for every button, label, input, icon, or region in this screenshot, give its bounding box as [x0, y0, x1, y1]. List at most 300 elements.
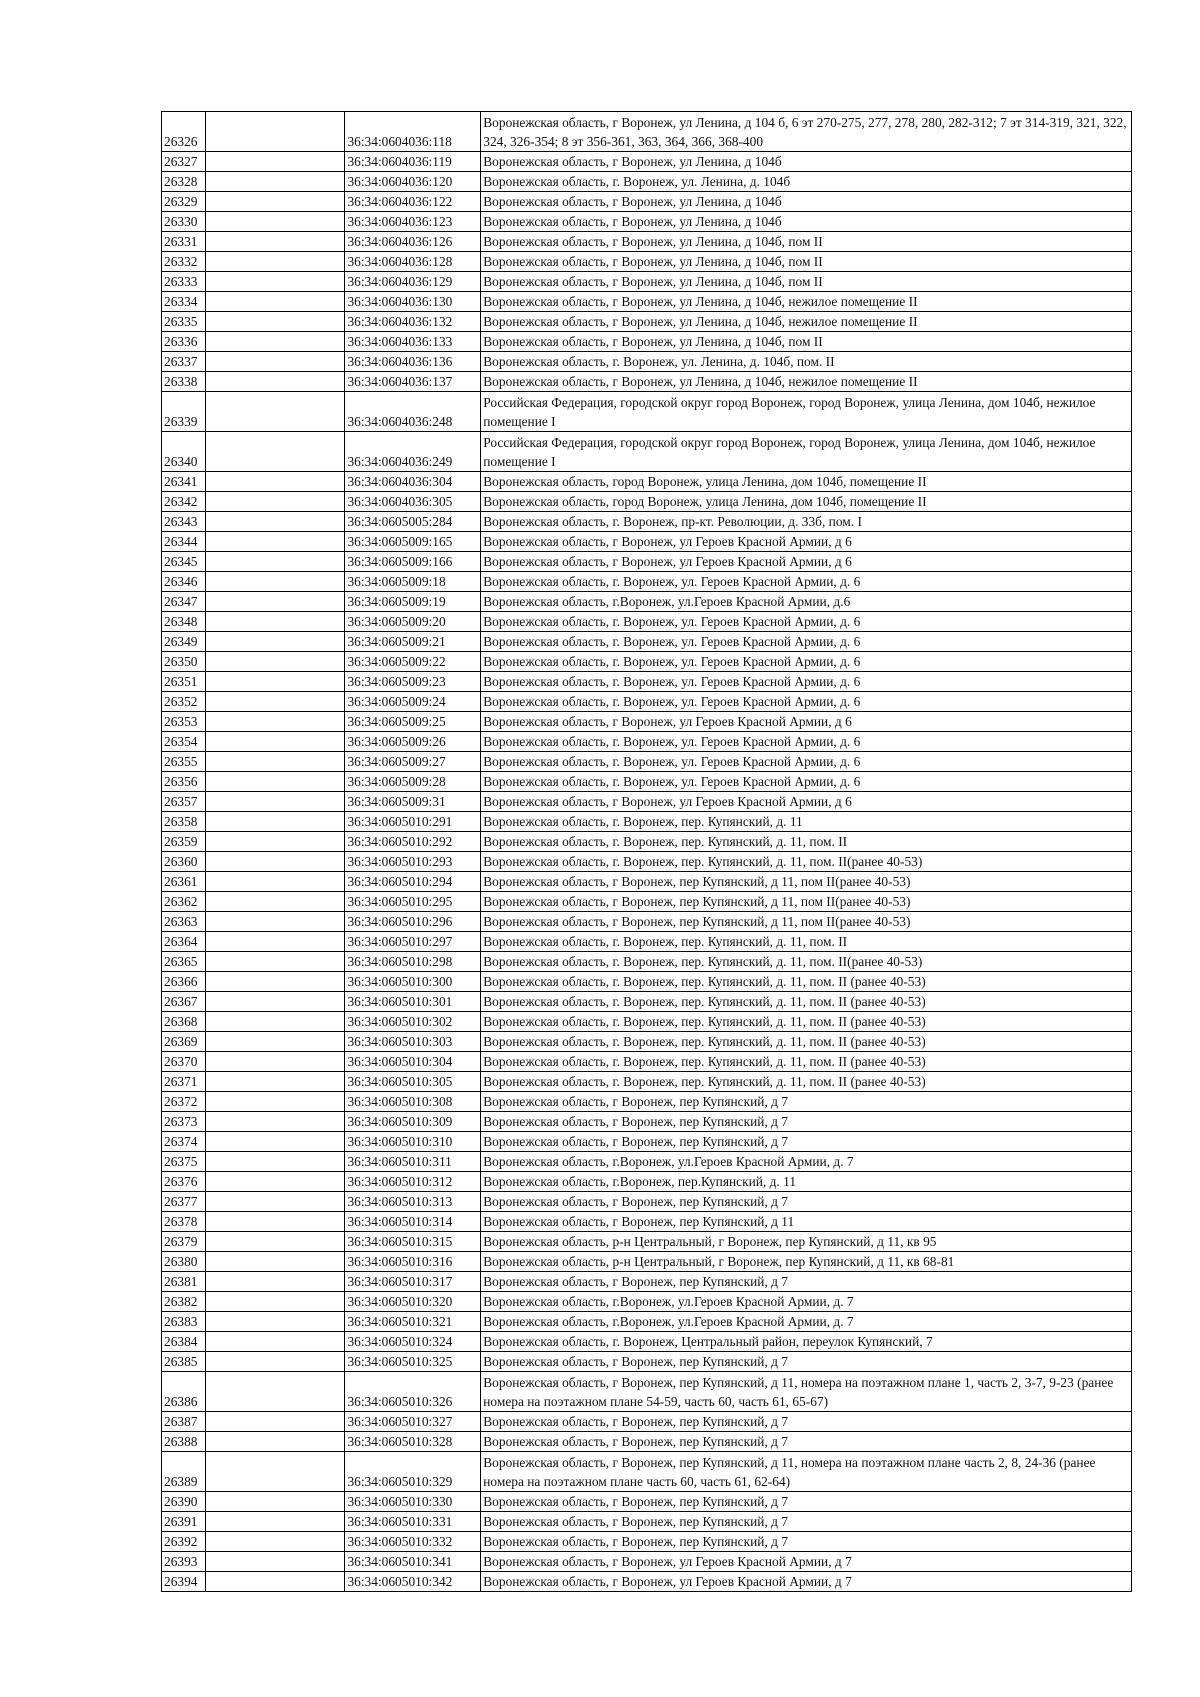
row-number-cell: 26381 — [162, 1272, 206, 1292]
address-cell: Воронежская область, город Воронеж, улица Ленина, дом 104б, помещение II — [481, 492, 1132, 512]
empty-cell — [205, 1452, 345, 1492]
table-row — [162, 1292, 1132, 1312]
empty-cell — [205, 1432, 345, 1452]
address-cell: Воронежская область, г.Воронеж, ул.Героев Красной Армии, д. 7 — [481, 1292, 1132, 1312]
row-number-cell: 26394 — [162, 1572, 206, 1592]
cadastral-number-cell: 36:34:0605010:341 — [345, 1552, 481, 1572]
cadastral-number-cell: 36:34:0605010:305 — [345, 1072, 481, 1092]
cadastral-number-cell: 36:34:0605010:325 — [345, 1352, 481, 1372]
row-number-cell: 26376 — [162, 1172, 206, 1192]
empty-cell — [205, 1292, 345, 1312]
empty-cell — [205, 1512, 345, 1532]
row-number-cell: 26349 — [162, 632, 206, 652]
empty-cell — [205, 852, 345, 872]
address-cell: Воронежская область, г Воронеж, ул Ленина, д 104 б, 6 эт 270-275, 277, 278, 280, 282-312; 7 эт 314-319, 321, 322, 324, 326-354; 8 эт 356-361, 363, 364, 366, 368-400 — [481, 112, 1132, 152]
row-number-cell: 26360 — [162, 852, 206, 872]
row-number-cell: 26389 — [162, 1452, 206, 1492]
cadastral-number-cell: 36:34:0605010:300 — [345, 972, 481, 992]
table-row — [162, 1092, 1132, 1112]
row-number-cell: 26390 — [162, 1492, 206, 1512]
empty-cell — [205, 792, 345, 812]
row-number-cell: 26336 — [162, 332, 206, 352]
cadastral-number-cell: 36:34:0605010:304 — [345, 1052, 481, 1072]
address-cell: Воронежская область, г. Воронеж, пер. Купянский, д. 11, пом. II (ранее 40-53) — [481, 1072, 1132, 1092]
cadastral-number-cell: 36:34:0604036:249 — [345, 432, 481, 472]
address-cell: Воронежская область, г. Воронеж, пер. Купянский, д. 11, пом. II (ранее 40-53) — [481, 972, 1132, 992]
table-row — [162, 1412, 1132, 1432]
empty-cell — [205, 1192, 345, 1212]
row-number-cell: 26355 — [162, 752, 206, 772]
table-row — [162, 212, 1132, 232]
cadastral-number-cell: 36:34:0604036:132 — [345, 312, 481, 332]
row-number-cell: 26391 — [162, 1512, 206, 1532]
table-row — [162, 972, 1132, 992]
row-number-cell: 26335 — [162, 312, 206, 332]
row-number-cell: 26352 — [162, 692, 206, 712]
table-row — [162, 332, 1132, 352]
table-row — [162, 1572, 1132, 1592]
empty-cell — [205, 1152, 345, 1172]
cadastral-number-cell: 36:34:0605010:293 — [345, 852, 481, 872]
registry-table — [161, 111, 1132, 1592]
empty-cell — [205, 1132, 345, 1152]
cadastral-number-cell: 36:34:0605010:308 — [345, 1092, 481, 1112]
empty-cell — [205, 612, 345, 632]
empty-cell — [205, 1332, 345, 1352]
table-row — [162, 172, 1132, 192]
empty-cell — [205, 512, 345, 532]
row-number-cell: 26362 — [162, 892, 206, 912]
table-row — [162, 1032, 1132, 1052]
table-row — [162, 772, 1132, 792]
address-cell: Воронежская область, г Воронеж, ул Ленина, д 104б, пом II — [481, 272, 1132, 292]
table-row — [162, 612, 1132, 632]
cadastral-number-cell: 36:34:0605010:316 — [345, 1252, 481, 1272]
cadastral-number-cell: 36:34:0605009:20 — [345, 612, 481, 632]
table-row — [162, 532, 1132, 552]
row-number-cell: 26347 — [162, 592, 206, 612]
row-number-cell: 26368 — [162, 1012, 206, 1032]
table-row — [162, 1172, 1132, 1192]
address-cell: Воронежская область, г Воронеж, пер Купянский, д 7 — [481, 1192, 1132, 1212]
empty-cell — [205, 1372, 345, 1412]
table-row — [162, 952, 1132, 972]
row-number-cell: 26329 — [162, 192, 206, 212]
cadastral-number-cell: 36:34:0604036:128 — [345, 252, 481, 272]
address-cell: Воронежская область, г. Воронеж, пер. Купянский, д. 11, пом. II (ранее 40-53) — [481, 1032, 1132, 1052]
address-cell: Воронежская область, г Воронеж, ул Ленина, д 104б, нежилое помещение II — [481, 372, 1132, 392]
table-row — [162, 1232, 1132, 1252]
table-row — [162, 112, 1132, 152]
cadastral-number-cell: 36:34:0605010:330 — [345, 1492, 481, 1512]
cadastral-number-cell: 36:34:0605010:329 — [345, 1452, 481, 1492]
cadastral-number-cell: 36:34:0604036:120 — [345, 172, 481, 192]
row-number-cell: 26345 — [162, 552, 206, 572]
cadastral-number-cell: 36:34:0605010:327 — [345, 1412, 481, 1432]
address-cell: Воронежская область, г.Воронеж, ул.Героев Красной Армии, д. 7 — [481, 1152, 1132, 1172]
row-number-cell: 26385 — [162, 1352, 206, 1372]
address-cell: Воронежская область, г Воронеж, ул Героев Красной Армии, д 6 — [481, 792, 1132, 812]
empty-cell — [205, 812, 345, 832]
cadastral-number-cell: 36:34:0605010:294 — [345, 872, 481, 892]
table-row — [162, 1372, 1132, 1412]
address-cell: Воронежская область, г Воронеж, пер Купянский, д 11, пом II(ранее 40-53) — [481, 892, 1132, 912]
address-cell: Российская Федерация, городской округ город Воронеж, город Воронеж, улица Ленина, дом 104б, нежилое помещение I — [481, 432, 1132, 472]
row-number-cell: 26387 — [162, 1412, 206, 1432]
cadastral-number-cell: 36:34:0605010:314 — [345, 1212, 481, 1232]
row-number-cell: 26357 — [162, 792, 206, 812]
cadastral-number-cell: 36:34:0605010:303 — [345, 1032, 481, 1052]
row-number-cell: 26369 — [162, 1032, 206, 1052]
address-cell: Воронежская область, г. Воронеж, пер. Купянский, д. 11, пом. II (ранее 40-53) — [481, 992, 1132, 1012]
address-cell: Воронежская область, г. Воронеж, ул. Героев Красной Армии, д. 6 — [481, 692, 1132, 712]
cadastral-number-cell: 36:34:0605010:312 — [345, 1172, 481, 1192]
table-row — [162, 1452, 1132, 1492]
cadastral-number-cell: 36:34:0604036:305 — [345, 492, 481, 512]
row-number-cell: 26327 — [162, 152, 206, 172]
row-number-cell: 26339 — [162, 392, 206, 432]
cadastral-number-cell: 36:34:0605009:25 — [345, 712, 481, 732]
address-cell: Воронежская область, г Воронеж, пер Купянский, д 7 — [481, 1512, 1132, 1532]
row-number-cell: 26366 — [162, 972, 206, 992]
cadastral-number-cell: 36:34:0605010:320 — [345, 1292, 481, 1312]
table-row — [162, 292, 1132, 312]
cadastral-number-cell: 36:34:0605010:326 — [345, 1372, 481, 1412]
cadastral-number-cell: 36:34:0605010:331 — [345, 1512, 481, 1532]
address-cell: Воронежская область, г Воронеж, пер Купянский, д 7 — [481, 1272, 1132, 1292]
cadastral-number-cell: 36:34:0605009:22 — [345, 652, 481, 672]
row-number-cell: 26343 — [162, 512, 206, 532]
row-number-cell: 26382 — [162, 1292, 206, 1312]
empty-cell — [205, 932, 345, 952]
row-number-cell: 26348 — [162, 612, 206, 632]
empty-cell — [205, 552, 345, 572]
row-number-cell: 26372 — [162, 1092, 206, 1112]
address-cell: Российская Федерация, городской округ город Воронеж, город Воронеж, улица Ленина, дом 104б, нежилое помещение I — [481, 392, 1132, 432]
table-row — [162, 912, 1132, 932]
empty-cell — [205, 1412, 345, 1432]
address-cell: Воронежская область, г. Воронеж, пер. Купянский, д. 11, пом. II — [481, 932, 1132, 952]
empty-cell — [205, 632, 345, 652]
address-cell: Воронежская область, г.Воронеж, пер.Купянский, д. 11 — [481, 1172, 1132, 1192]
empty-cell — [205, 192, 345, 212]
empty-cell — [205, 1232, 345, 1252]
cadastral-number-cell: 36:34:0604036:123 — [345, 212, 481, 232]
cadastral-number-cell: 36:34:0605010:317 — [345, 1272, 481, 1292]
address-cell: Воронежская область, г Воронеж, пер Купянский, д 7 — [481, 1092, 1132, 1112]
cadastral-number-cell: 36:34:0605009:21 — [345, 632, 481, 652]
table-row — [162, 1492, 1132, 1512]
row-number-cell: 26375 — [162, 1152, 206, 1172]
table-row — [162, 312, 1132, 332]
empty-cell — [205, 332, 345, 352]
table-row — [162, 752, 1132, 772]
cadastral-number-cell: 36:34:0605010:291 — [345, 812, 481, 832]
empty-cell — [205, 232, 345, 252]
cadastral-number-cell: 36:34:0604036:126 — [345, 232, 481, 252]
cadastral-number-cell: 36:34:0605009:19 — [345, 592, 481, 612]
row-number-cell: 26353 — [162, 712, 206, 732]
row-number-cell: 26363 — [162, 912, 206, 932]
empty-cell — [205, 1212, 345, 1232]
table-row — [162, 1512, 1132, 1532]
empty-cell — [205, 692, 345, 712]
address-cell: Воронежская область, г. Воронеж, пер. Купянский, д. 11, пом. II (ранее 40-53) — [481, 1052, 1132, 1072]
table-row — [162, 1532, 1132, 1552]
address-cell: Воронежская область, г. Воронеж, пер. Купянский, д. 11, пом. II — [481, 832, 1132, 852]
empty-cell — [205, 732, 345, 752]
table-row — [162, 872, 1132, 892]
table-row — [162, 832, 1132, 852]
table-row — [162, 152, 1132, 172]
empty-cell — [205, 952, 345, 972]
empty-cell — [205, 432, 345, 472]
address-cell: Воронежская область, г Воронеж, ул Ленина, д 104б — [481, 192, 1132, 212]
cadastral-number-cell: 36:34:0604036:119 — [345, 152, 481, 172]
empty-cell — [205, 1032, 345, 1052]
empty-cell — [205, 1532, 345, 1552]
address-cell: Воронежская область, г Воронеж, пер Купянский, д 7 — [481, 1492, 1132, 1512]
row-number-cell: 26371 — [162, 1072, 206, 1092]
table-row — [162, 1072, 1132, 1092]
address-cell: Воронежская область, р-н Центральный, г Воронеж, пер Купянский, д 11, кв 68-81 — [481, 1252, 1132, 1272]
address-cell: Воронежская область, г. Воронеж, ул. Героев Красной Армии, д. 6 — [481, 612, 1132, 632]
address-cell: Воронежская область, г Воронеж, пер Купянский, д 11, номера на поэтажном плане часть 2, 8, 24-36 (ранее номера на поэтажном плане часть 60, часть 61, 62-64) — [481, 1452, 1132, 1492]
cadastral-number-cell: 36:34:0605009:166 — [345, 552, 481, 572]
row-number-cell: 26328 — [162, 172, 206, 192]
empty-cell — [205, 1272, 345, 1292]
row-number-cell: 26388 — [162, 1432, 206, 1452]
address-cell: Воронежская область, г Воронеж, пер Купянский, д 7 — [481, 1132, 1132, 1152]
row-number-cell: 26386 — [162, 1372, 206, 1412]
row-number-cell: 26367 — [162, 992, 206, 1012]
empty-cell — [205, 352, 345, 372]
address-cell: Воронежская область, г Воронеж, пер Купянский, д 7 — [481, 1352, 1132, 1372]
cadastral-number-cell: 36:34:0604036:129 — [345, 272, 481, 292]
address-cell: Воронежская область, г Воронеж, ул Ленина, д 104б — [481, 212, 1132, 232]
empty-cell — [205, 392, 345, 432]
cadastral-number-cell: 36:34:0605010:313 — [345, 1192, 481, 1212]
table-row — [162, 652, 1132, 672]
row-number-cell: 26326 — [162, 112, 206, 152]
row-number-cell: 26358 — [162, 812, 206, 832]
table-row — [162, 632, 1132, 652]
address-cell: Воронежская область, г Воронеж, ул Ленина, д 104б, нежилое помещение II — [481, 312, 1132, 332]
address-cell: Воронежская область, г. Воронеж, ул. Героев Красной Армии, д. 6 — [481, 632, 1132, 652]
row-number-cell: 26332 — [162, 252, 206, 272]
empty-cell — [205, 592, 345, 612]
table-row — [162, 352, 1132, 372]
cadastral-number-cell: 36:34:0605010:295 — [345, 892, 481, 912]
address-cell: Воронежская область, г Воронеж, пер Купянский, д 11 — [481, 1212, 1132, 1232]
cadastral-number-cell: 36:34:0604036:133 — [345, 332, 481, 352]
empty-cell — [205, 1572, 345, 1592]
table-row — [162, 852, 1132, 872]
cadastral-number-cell: 36:34:0605005:284 — [345, 512, 481, 532]
table-row — [162, 1112, 1132, 1132]
registry-table-body — [162, 112, 1132, 1592]
table-row — [162, 512, 1132, 532]
row-number-cell: 26378 — [162, 1212, 206, 1232]
empty-cell — [205, 292, 345, 312]
address-cell: Воронежская область, г Воронеж, пер Купянский, д 11, номера на поэтажном плане 1, часть 2, 3-7, 9-23 (ранее номера на поэтажном плане 54-59, часть 60, часть 61, 65-67) — [481, 1372, 1132, 1412]
row-number-cell: 26342 — [162, 492, 206, 512]
cadastral-number-cell: 36:34:0604036:130 — [345, 292, 481, 312]
table-row — [162, 1432, 1132, 1452]
cadastral-number-cell: 36:34:0604036:137 — [345, 372, 481, 392]
table-row — [162, 1312, 1132, 1332]
cadastral-number-cell: 36:34:0604036:122 — [345, 192, 481, 212]
cadastral-number-cell: 36:34:0605009:23 — [345, 672, 481, 692]
row-number-cell: 26374 — [162, 1132, 206, 1152]
empty-cell — [205, 1252, 345, 1272]
empty-cell — [205, 1352, 345, 1372]
table-row — [162, 572, 1132, 592]
table-row — [162, 472, 1132, 492]
address-cell: Воронежская область, г. Воронеж, пр-кт. Революции, д. 33б, пом. I — [481, 512, 1132, 532]
address-cell: Воронежская область, г Воронеж, пер Купянский, д 7 — [481, 1112, 1132, 1132]
address-cell: Воронежская область, г Воронеж, ул Ленина, д 104б, пом II — [481, 232, 1132, 252]
empty-cell — [205, 992, 345, 1012]
table-row — [162, 272, 1132, 292]
table-row — [162, 192, 1132, 212]
empty-cell — [205, 212, 345, 232]
cadastral-number-cell: 36:34:0605009:28 — [345, 772, 481, 792]
table-row — [162, 1192, 1132, 1212]
empty-cell — [205, 832, 345, 852]
empty-cell — [205, 472, 345, 492]
empty-cell — [205, 1092, 345, 1112]
cadastral-number-cell: 36:34:0604036:248 — [345, 392, 481, 432]
address-cell: Воронежская область, г.Воронеж, ул.Героев Красной Армии, д. 7 — [481, 1312, 1132, 1332]
address-cell: Воронежская область, г Воронеж, пер Купянский, д 7 — [481, 1432, 1132, 1452]
row-number-cell: 26356 — [162, 772, 206, 792]
address-cell: Воронежская область, г. Воронеж, пер. Купянский, д. 11, пом. II(ранее 40-53) — [481, 952, 1132, 972]
table-row — [162, 432, 1132, 472]
address-cell: Воронежская область, г. Воронеж, Центральный район, переулок Купянский, 7 — [481, 1332, 1132, 1352]
table-row — [162, 992, 1132, 1012]
cadastral-number-cell: 36:34:0605010:309 — [345, 1112, 481, 1132]
cadastral-number-cell: 36:34:0605010:297 — [345, 932, 481, 952]
row-number-cell: 26377 — [162, 1192, 206, 1212]
table-row — [162, 1252, 1132, 1272]
address-cell: Воронежская область, г Воронеж, ул Ленина, д 104б, пом II — [481, 252, 1132, 272]
empty-cell — [205, 372, 345, 392]
row-number-cell: 26338 — [162, 372, 206, 392]
empty-cell — [205, 1172, 345, 1192]
address-cell: Воронежская область, р-н Центральный, г Воронеж, пер Купянский, д 11, кв 95 — [481, 1232, 1132, 1252]
empty-cell — [205, 712, 345, 732]
cadastral-number-cell: 36:34:0605010:342 — [345, 1572, 481, 1592]
row-number-cell: 26333 — [162, 272, 206, 292]
address-cell: Воронежская область, г Воронеж, ул Героев Красной Армии, д 6 — [481, 552, 1132, 572]
table-row — [162, 1152, 1132, 1172]
cadastral-number-cell: 36:34:0605010:332 — [345, 1532, 481, 1552]
cadastral-number-cell: 36:34:0605010:315 — [345, 1232, 481, 1252]
table-row — [162, 712, 1132, 732]
row-number-cell: 26350 — [162, 652, 206, 672]
empty-cell — [205, 892, 345, 912]
address-cell: Воронежская область, г. Воронеж, ул. Героев Красной Армии, д. 6 — [481, 672, 1132, 692]
address-cell: Воронежская область, г. Воронеж, ул. Ленина, д. 104б, пом. II — [481, 352, 1132, 372]
row-number-cell: 26337 — [162, 352, 206, 372]
address-cell: Воронежская область, г. Воронеж, ул. Героев Красной Армии, д. 6 — [481, 772, 1132, 792]
address-cell: Воронежская область, г. Воронеж, пер. Купянский, д. 11, пом. II(ранее 40-53) — [481, 852, 1132, 872]
table-row — [162, 1132, 1132, 1152]
row-number-cell: 26370 — [162, 1052, 206, 1072]
address-cell: Воронежская область, г Воронеж, ул Ленина, д 104б — [481, 152, 1132, 172]
table-row — [162, 1332, 1132, 1352]
address-cell: Воронежская область, г Воронеж, ул Героев Красной Армии, д 7 — [481, 1572, 1132, 1592]
row-number-cell: 26331 — [162, 232, 206, 252]
address-cell: Воронежская область, город Воронеж, улица Ленина, дом 104б, помещение II — [481, 472, 1132, 492]
address-cell: Воронежская область, г Воронеж, пер Купянский, д 7 — [481, 1532, 1132, 1552]
cadastral-number-cell: 36:34:0605010:328 — [345, 1432, 481, 1452]
table-row — [162, 552, 1132, 572]
empty-cell — [205, 1072, 345, 1092]
empty-cell — [205, 972, 345, 992]
row-number-cell: 26383 — [162, 1312, 206, 1332]
row-number-cell: 26354 — [162, 732, 206, 752]
table-row — [162, 1012, 1132, 1032]
table-row — [162, 592, 1132, 612]
row-number-cell: 26351 — [162, 672, 206, 692]
empty-cell — [205, 152, 345, 172]
empty-cell — [205, 872, 345, 892]
row-number-cell: 26341 — [162, 472, 206, 492]
table-row — [162, 672, 1132, 692]
empty-cell — [205, 532, 345, 552]
cadastral-number-cell: 36:34:0604036:304 — [345, 472, 481, 492]
address-cell: Воронежская область, г.Воронеж, ул.Героев Красной Армии, д.6 — [481, 592, 1132, 612]
row-number-cell: 26334 — [162, 292, 206, 312]
cadastral-number-cell: 36:34:0605010:324 — [345, 1332, 481, 1352]
address-cell: Воронежская область, г Воронеж, пер Купянский, д 11, пом II(ранее 40-53) — [481, 912, 1132, 932]
row-number-cell: 26380 — [162, 1252, 206, 1272]
cadastral-number-cell: 36:34:0605009:31 — [345, 792, 481, 812]
table-row — [162, 1352, 1132, 1372]
table-row — [162, 732, 1132, 752]
cadastral-number-cell: 36:34:0605010:321 — [345, 1312, 481, 1332]
table-row — [162, 1552, 1132, 1572]
empty-cell — [205, 1112, 345, 1132]
table-row — [162, 932, 1132, 952]
cadastral-number-cell: 36:34:0605009:165 — [345, 532, 481, 552]
address-cell: Воронежская область, г Воронеж, ул Ленина, д 104б, пом II — [481, 332, 1132, 352]
empty-cell — [205, 312, 345, 332]
table-row — [162, 372, 1132, 392]
row-number-cell: 26344 — [162, 532, 206, 552]
table-row — [162, 252, 1132, 272]
row-number-cell: 26384 — [162, 1332, 206, 1352]
empty-cell — [205, 1052, 345, 1072]
empty-cell — [205, 1312, 345, 1332]
table-row — [162, 1052, 1132, 1072]
cadastral-number-cell: 36:34:0605010:310 — [345, 1132, 481, 1152]
row-number-cell: 26346 — [162, 572, 206, 592]
table-row — [162, 492, 1132, 512]
address-cell: Воронежская область, г. Воронеж, пер. Купянский, д. 11 — [481, 812, 1132, 832]
empty-cell — [205, 672, 345, 692]
row-number-cell: 26359 — [162, 832, 206, 852]
empty-cell — [205, 1492, 345, 1512]
cadastral-number-cell: 36:34:0605009:26 — [345, 732, 481, 752]
address-cell: Воронежская область, г. Воронеж, ул. Героев Красной Армии, д. 6 — [481, 752, 1132, 772]
empty-cell — [205, 912, 345, 932]
table-row — [162, 1212, 1132, 1232]
empty-cell — [205, 492, 345, 512]
cadastral-number-cell: 36:34:0604036:136 — [345, 352, 481, 372]
